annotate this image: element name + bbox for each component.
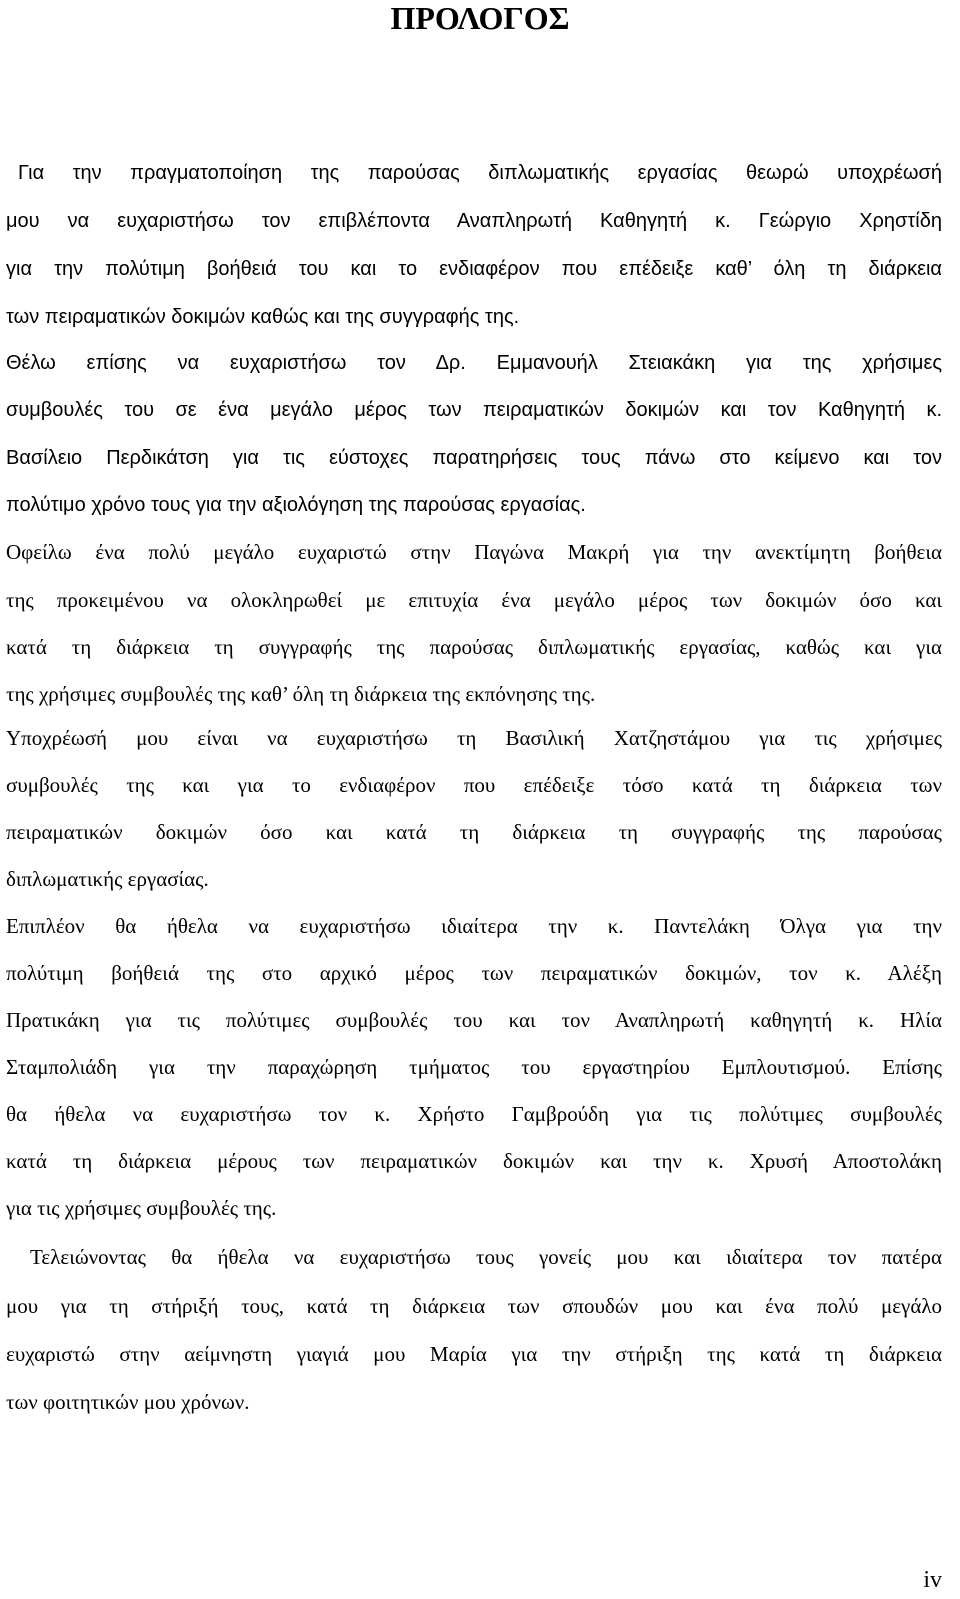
paragraph-line: ευχαριστώ στην αείμνηστη γιαγιά μου Μαρία για την στήριξη της κατά τη διάρκεια	[6, 1342, 942, 1366]
paragraph-line: Τελειώνοντας θα ήθελα να ευχαριστήσω τους γονείς μου και ιδιαίτερα τον πατέρα	[30, 1245, 942, 1269]
paragraph-line: Για την πραγματοποίηση της παρούσας διπλωματικής εργασίας θεωρώ υποχρέωσή	[18, 162, 942, 184]
paragraph-line: κατά τη διάρκεια μέρους των πειραματικών δοκιμών και την κ. Χρυσή Αποστολάκη	[6, 1149, 942, 1173]
paragraph-line: μου για τη στήριξή τους, κατά τη διάρκεια των σπουδών μου και ένα πολύ μεγάλο	[6, 1294, 942, 1318]
page-title: ΠΡΟΛΟΓΟΣ	[390, 0, 570, 36]
paragraph-line: των φοιτητικών μου χρόνων.	[6, 1390, 250, 1414]
paragraph-line: Πρατικάκη για τις πολύτιμες συμβουλές του και τον Αναπληρωτή καθηγητή κ. Ηλία	[6, 1008, 942, 1032]
paragraph-line: πειραματικών δοκιμών όσο και κατά τη διάρκεια τη συγγραφής της παρούσας	[6, 820, 942, 844]
paragraph-line: Σταμπολιάδη για την παραχώρηση τμήματος του εργαστηρίου Εμπλουτισμού. Επίσης	[6, 1055, 942, 1079]
page-number: iv	[923, 1567, 942, 1593]
paragraph-line: πολύτιμη βοήθειά της στο αρχικό μέρος των πειραματικών δοκιμών, τον κ. Αλέξη	[6, 961, 942, 985]
paragraph-line: Θέλω επίσης να ευχαριστήσω τον Δρ. Εμμανουήλ Στειακάκη για της χρήσιμες	[6, 352, 942, 374]
paragraph-line: της χρήσιμες συμβουλές της καθ’ όλη τη διάρκεια της εκπόνησης της.	[6, 682, 596, 706]
paragraph-line: Επιπλέον θα ήθελα να ευχαριστήσω ιδιαίτερα την κ. Παντελάκη Όλγα για την	[6, 914, 942, 938]
paragraph-line: για τις χρήσιμες συμβουλές της.	[6, 1196, 277, 1220]
paragraph-line: για την πολύτιμη βοήθειά του και το ενδιαφέρον που επέδειξε καθ’ όλη τη διάρκεια	[6, 258, 942, 280]
paragraph-line: κατά τη διάρκεια τη συγγραφής της παρούσας διπλωματικής εργασίας, καθώς και για	[6, 635, 942, 659]
paragraph-line: μου να ευχαριστήσω τον επιβλέποντα Αναπληρωτή Καθηγητή κ. Γεώργιο Χρηστίδη	[6, 210, 942, 232]
paragraph-line: συμβουλές της και για το ενδιαφέρον που επέδειξε τόσο κατά τη διάρκεια των	[6, 773, 942, 797]
paragraph-line: διπλωματικής εργασίας.	[6, 867, 209, 891]
paragraph-line: Υποχρέωσή μου είναι να ευχαριστήσω τη Βασιλική Χατζηστάμου για τις χρήσιμες	[6, 726, 942, 750]
paragraph-line: θα ήθελα να ευχαριστήσω τον κ. Χρήστο Γαμβρούδη για τις πολύτιμες συμβουλές	[6, 1102, 942, 1126]
paragraph-line: συμβουλές του σε ένα μεγάλο μέρος των πειραματικών δοκιμών και τον Καθηγητή κ.	[6, 399, 942, 421]
paragraph-line: της προκειμένου να ολοκληρωθεί με επιτυχία ένα μεγάλο μέρος των δοκιμών όσο και	[6, 588, 942, 612]
paragraph-line: Οφείλω ένα πολύ μεγάλο ευχαριστώ στην Παγώνα Μακρή για την ανεκτίμητη βοήθεια	[6, 540, 942, 564]
paragraph-line: Βασίλειο Περδικάτση για τις εύστοχες παρατηρήσεις τους πάνω στο κείμενο και τον	[6, 447, 942, 469]
paragraph-line: πολύτιμο χρόνο τους για την αξιολόγηση της παρούσας εργασίας.	[6, 494, 586, 516]
paragraph-line: των πειραματικών δοκιμών καθώς και της συγγραφής της.	[6, 306, 520, 328]
